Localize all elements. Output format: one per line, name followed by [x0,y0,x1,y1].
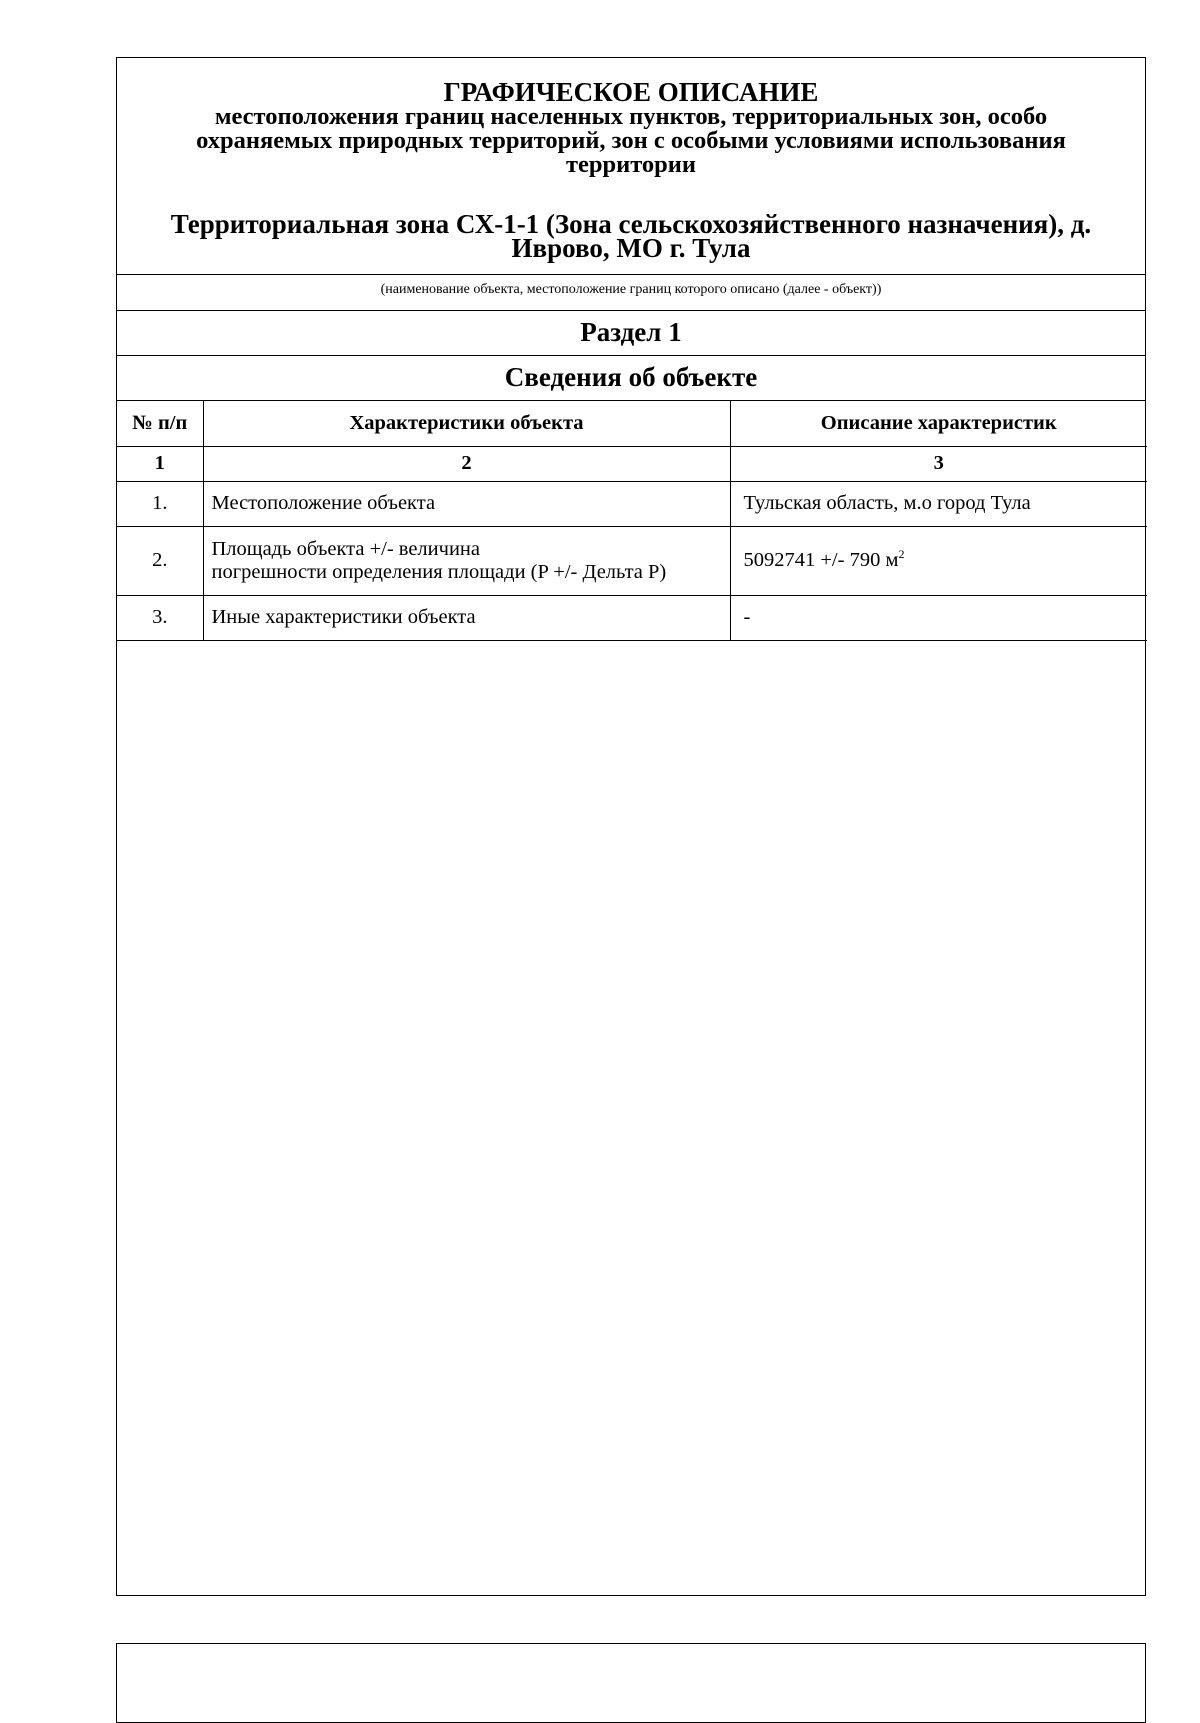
row-description: - [730,595,1147,640]
column-header-characteristics: Характеристики объекта [203,401,730,446]
object-info-table [117,401,1147,641]
zone-name-line: Иврово, МО г. Тула [511,233,751,263]
column-header-number: № п/п [117,401,203,446]
characteristic-line: погрешности определения площади (P +/- Дельта P) [211,560,667,583]
document-frame [116,57,1146,1596]
characteristic-line: Площадь объекта +/- величина [211,537,480,560]
section-title: Сведения об объекте [117,356,1145,401]
column-number: 1 [117,446,203,481]
area-value: 5092741 +/- 790 м [743,549,899,571]
column-number-row [117,446,1147,481]
column-number: 3 [730,446,1147,481]
row-index: 3. [117,595,203,640]
column-number: 2 [203,446,730,481]
next-page-frame [116,1643,1146,1723]
column-header-description: Описание характеристик [730,401,1147,446]
subtitle-line: местоположения границ населенных пунктов, территориальных зон, особо [214,103,1048,130]
row-characteristic [203,481,730,526]
table-row [117,526,1147,595]
row-description: Тульская область, м.о город Тула [730,481,1147,526]
zone-name [117,209,1145,263]
row-characteristic [203,595,730,640]
section-number: Раздел 1 [117,311,1145,356]
subtitle-line: охраняемых природных территорий, зон с особыми условиями использования [196,127,1066,154]
characteristic-line: Иные характеристики объекта [211,606,476,628]
document-subtitle [117,105,1145,177]
characteristic-line: Местоположение объекта [211,492,436,514]
row-description [730,526,1147,595]
object-note: (наименование объекта, местоположение границ которого описано (далее - объект)) [117,275,1145,311]
area-unit-superscript: 2 [898,547,905,562]
title-block [117,58,1145,275]
row-index: 2. [117,526,203,595]
row-characteristic [203,526,730,595]
row-index: 1. [117,481,203,526]
table-row [117,481,1147,526]
zone-name-line: Территориальная зона СХ-1-1 (Зона сельскохозяйственного назначения), д. [170,209,1092,239]
table-header-row [117,401,1147,446]
table-row [117,595,1147,640]
document-title: ГРАФИЧЕСКОЕ ОПИСАНИЕ [443,77,819,107]
subtitle-line: территории [565,151,697,178]
